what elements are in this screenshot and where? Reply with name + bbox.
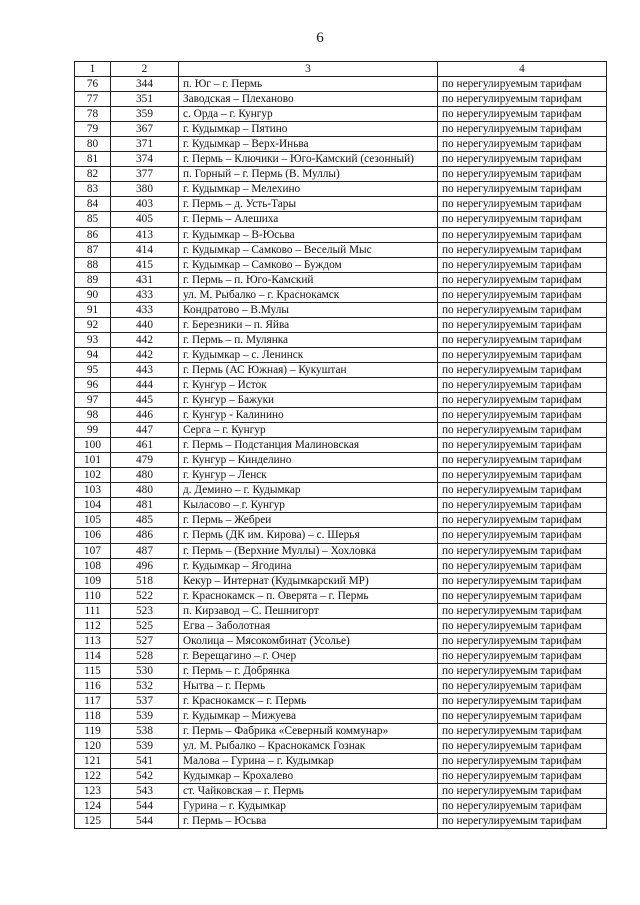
table-row xyxy=(75,438,607,453)
route-number-cell: 543 xyxy=(111,784,179,799)
tariff-cell: по нерегулируемым тарифам xyxy=(438,648,607,663)
row-index-cell: 87 xyxy=(75,242,111,257)
table-row xyxy=(75,769,607,784)
route-name-cell: п. Кирзавод – С. Пешнигорт xyxy=(179,603,438,618)
tariff-cell: по нерегулируемым тарифам xyxy=(438,799,607,814)
tariff-cell: по нерегулируемым тарифам xyxy=(438,754,607,769)
row-index-cell: 115 xyxy=(75,663,111,678)
route-number-cell: 538 xyxy=(111,724,179,739)
tariff-cell: по нерегулируемым тарифам xyxy=(438,317,607,332)
route-number-cell: 374 xyxy=(111,152,179,167)
route-name-cell: г. Пермь (АС Южная) – Кукуштан xyxy=(179,362,438,377)
tariff-cell: по нерегулируемым тарифам xyxy=(438,77,607,92)
route-number-cell: 541 xyxy=(111,754,179,769)
route-name-cell: г. Пермь – Подстанция Малиновская xyxy=(179,438,438,453)
tariff-cell: по нерегулируемым тарифам xyxy=(438,528,607,543)
route-name-cell: ул. М. Рыбалко – г. Краснокамск xyxy=(179,287,438,302)
table-row xyxy=(75,77,607,92)
table-row xyxy=(75,122,607,137)
route-name-cell: г. Пермь – п. Юго-Камский xyxy=(179,272,438,287)
route-number-cell: 431 xyxy=(111,272,179,287)
tariff-cell: по нерегулируемым тарифам xyxy=(438,468,607,483)
row-index-cell: 113 xyxy=(75,633,111,648)
row-index-cell: 111 xyxy=(75,603,111,618)
route-number-cell: 405 xyxy=(111,212,179,227)
route-number-cell: 442 xyxy=(111,347,179,362)
route-name-cell: г. Кудымкар – Верх-Иньва xyxy=(179,137,438,152)
table-row xyxy=(75,784,607,799)
table-row xyxy=(75,287,607,302)
row-index-cell: 101 xyxy=(75,453,111,468)
route-number-cell: 486 xyxy=(111,528,179,543)
table-row xyxy=(75,393,607,408)
route-name-cell: г. Пермь – (Верхние Муллы) – Хохловка xyxy=(179,543,438,558)
route-name-cell: г. Кудымкар – Пятино xyxy=(179,122,438,137)
route-number-cell: 522 xyxy=(111,588,179,603)
table-row xyxy=(75,754,607,769)
table-body xyxy=(75,77,607,829)
tariff-cell: по нерегулируемым тарифам xyxy=(438,242,607,257)
tariff-cell: по нерегулируемым тарифам xyxy=(438,618,607,633)
route-number-cell: 485 xyxy=(111,513,179,528)
route-number-cell: 403 xyxy=(111,197,179,212)
tariff-cell: по нерегулируемым тарифам xyxy=(438,137,607,152)
route-name-cell: г. Верещагино – г. Очер xyxy=(179,648,438,663)
route-number-cell: 433 xyxy=(111,287,179,302)
tariff-cell: по нерегулируемым тарифам xyxy=(438,377,607,392)
table-row xyxy=(75,227,607,242)
route-name-cell: г. Кудымкар – Мелехино xyxy=(179,182,438,197)
route-number-cell: 447 xyxy=(111,423,179,438)
tariff-cell: по нерегулируемым тарифам xyxy=(438,332,607,347)
route-name-cell: ст. Чайковская – г. Пермь xyxy=(179,784,438,799)
table-row xyxy=(75,558,607,573)
table-row xyxy=(75,648,607,663)
route-name-cell: г. Кунгур – Исток xyxy=(179,377,438,392)
route-number-cell: 542 xyxy=(111,769,179,784)
tariff-cell: по нерегулируемым тарифам xyxy=(438,182,607,197)
table-row xyxy=(75,92,607,107)
table-row xyxy=(75,633,607,648)
route-name-cell: г. Кудымкар – Самково – Буждом xyxy=(179,257,438,272)
tariff-cell: по нерегулируемым тарифам xyxy=(438,724,607,739)
route-number-cell: 442 xyxy=(111,332,179,347)
table-header-row xyxy=(75,62,607,77)
table-row xyxy=(75,347,607,362)
route-name-cell: Заводская – Плеханово xyxy=(179,92,438,107)
table-row xyxy=(75,814,607,829)
route-name-cell: д. Демино – г. Кудымкар xyxy=(179,483,438,498)
route-number-cell: 413 xyxy=(111,227,179,242)
route-number-cell: 527 xyxy=(111,633,179,648)
route-name-cell: г. Кунгур – Бажуки xyxy=(179,393,438,408)
route-number-cell: 444 xyxy=(111,377,179,392)
tariff-cell: по нерегулируемым тарифам xyxy=(438,769,607,784)
route-number-cell: 539 xyxy=(111,739,179,754)
tariff-cell: по нерегулируемым тарифам xyxy=(438,663,607,678)
row-index-cell: 81 xyxy=(75,152,111,167)
table-row xyxy=(75,693,607,708)
route-number-cell: 480 xyxy=(111,483,179,498)
row-index-cell: 89 xyxy=(75,272,111,287)
route-name-cell: г. Пермь – Юсьва xyxy=(179,814,438,829)
row-index-cell: 110 xyxy=(75,588,111,603)
route-name-cell: Кондратово – В.Мулы xyxy=(179,302,438,317)
tariff-cell: по нерегулируемым тарифам xyxy=(438,438,607,453)
route-name-cell: г. Пермь – д. Усть-Тары xyxy=(179,197,438,212)
page-number: 6 xyxy=(316,30,324,46)
route-name-cell: г. Пермь – Фабрика «Северный коммунар» xyxy=(179,724,438,739)
table-row xyxy=(75,152,607,167)
tariff-cell: по нерегулируемым тарифам xyxy=(438,393,607,408)
route-name-cell: г. Пермь – п. Мулянка xyxy=(179,332,438,347)
row-index-cell: 94 xyxy=(75,347,111,362)
route-number-cell: 496 xyxy=(111,558,179,573)
row-index-cell: 105 xyxy=(75,513,111,528)
row-index-cell: 118 xyxy=(75,709,111,724)
row-index-cell: 125 xyxy=(75,814,111,829)
row-index-cell: 100 xyxy=(75,438,111,453)
table-row xyxy=(75,453,607,468)
table-row xyxy=(75,483,607,498)
row-index-cell: 107 xyxy=(75,543,111,558)
route-name-cell: Кыласово – г. Кунгур xyxy=(179,498,438,513)
tariff-cell: по нерегулируемым тарифам xyxy=(438,513,607,528)
table-row xyxy=(75,377,607,392)
row-index-cell: 121 xyxy=(75,754,111,769)
route-name-cell: г. Пермь – Алешиха xyxy=(179,212,438,227)
route-name-cell: г. Кунгур - Калинино xyxy=(179,408,438,423)
route-number-cell: 487 xyxy=(111,543,179,558)
route-number-cell: 461 xyxy=(111,438,179,453)
row-index-cell: 106 xyxy=(75,528,111,543)
tariff-cell: по нерегулируемым тарифам xyxy=(438,92,607,107)
route-name-cell: Кудымкар – Крохалево xyxy=(179,769,438,784)
tariff-cell: по нерегулируемым тарифам xyxy=(438,257,607,272)
tariff-cell: по нерегулируемым тарифам xyxy=(438,197,607,212)
route-number-cell: 440 xyxy=(111,317,179,332)
table-row xyxy=(75,573,607,588)
route-name-cell: Кекур – Интернат (Кудымкарский МР) xyxy=(179,573,438,588)
tariff-cell: по нерегулируемым тарифам xyxy=(438,272,607,287)
table-row xyxy=(75,408,607,423)
route-number-cell: 530 xyxy=(111,663,179,678)
route-number-cell: 537 xyxy=(111,693,179,708)
table-row xyxy=(75,513,607,528)
route-number-cell: 415 xyxy=(111,257,179,272)
route-number-cell: 544 xyxy=(111,799,179,814)
tariff-cell: по нерегулируемым тарифам xyxy=(438,739,607,754)
route-number-cell: 481 xyxy=(111,498,179,513)
table-row xyxy=(75,739,607,754)
route-name-cell: г. Краснокамск – п. Оверята – г. Пермь xyxy=(179,588,438,603)
route-number-cell: 344 xyxy=(111,77,179,92)
row-index-cell: 82 xyxy=(75,167,111,182)
table-row xyxy=(75,242,607,257)
row-index-cell: 77 xyxy=(75,92,111,107)
row-index-cell: 92 xyxy=(75,317,111,332)
table-row xyxy=(75,709,607,724)
route-name-cell: г. Кудымкар – с. Ленинск xyxy=(179,347,438,362)
table-row xyxy=(75,167,607,182)
route-name-cell: г. Краснокамск – г. Пермь xyxy=(179,693,438,708)
column-header-route-number: 2 xyxy=(111,62,179,77)
table-row xyxy=(75,423,607,438)
table-row xyxy=(75,272,607,287)
column-header-route-name: 3 xyxy=(179,62,438,77)
route-number-cell: 371 xyxy=(111,137,179,152)
tariff-cell: по нерегулируемым тарифам xyxy=(438,678,607,693)
tariff-cell: по нерегулируемым тарифам xyxy=(438,167,607,182)
table-row xyxy=(75,678,607,693)
table-row xyxy=(75,799,607,814)
tariff-cell: по нерегулируемым тарифам xyxy=(438,107,607,122)
row-index-cell: 86 xyxy=(75,227,111,242)
tariff-cell: по нерегулируемым тарифам xyxy=(438,498,607,513)
route-name-cell: ул. М. Рыбалко – Краснокамск Гознак xyxy=(179,739,438,754)
tariff-cell: по нерегулируемым тарифам xyxy=(438,302,607,317)
tariff-cell: по нерегулируемым тарифам xyxy=(438,408,607,423)
route-name-cell: г. Березники – п. Яйва xyxy=(179,317,438,332)
route-number-cell: 528 xyxy=(111,648,179,663)
table-row xyxy=(75,362,607,377)
row-index-cell: 119 xyxy=(75,724,111,739)
table-row xyxy=(75,257,607,272)
table-row xyxy=(75,317,607,332)
route-number-cell: 523 xyxy=(111,603,179,618)
row-index-cell: 112 xyxy=(75,618,111,633)
row-index-cell: 90 xyxy=(75,287,111,302)
routes-table xyxy=(74,61,607,829)
route-name-cell: г. Пермь – Ключики – Юго-Камский (сезонный) xyxy=(179,152,438,167)
route-number-cell: 445 xyxy=(111,393,179,408)
route-number-cell: 525 xyxy=(111,618,179,633)
tariff-cell: по нерегулируемым тарифам xyxy=(438,603,607,618)
route-name-cell: Гурина – г. Кудымкар xyxy=(179,799,438,814)
row-index-cell: 84 xyxy=(75,197,111,212)
row-index-cell: 88 xyxy=(75,257,111,272)
route-number-cell: 539 xyxy=(111,709,179,724)
route-number-cell: 443 xyxy=(111,362,179,377)
route-name-cell: г. Кудымкар – Ягодина xyxy=(179,558,438,573)
tariff-cell: по нерегулируемым тарифам xyxy=(438,784,607,799)
route-name-cell: г. Пермь – Жебреи xyxy=(179,513,438,528)
route-name-cell: г. Кудымкар – Мижуева xyxy=(179,709,438,724)
route-number-cell: 351 xyxy=(111,92,179,107)
tariff-cell: по нерегулируемым тарифам xyxy=(438,814,607,829)
table-row xyxy=(75,302,607,317)
row-index-cell: 124 xyxy=(75,799,111,814)
route-number-cell: 479 xyxy=(111,453,179,468)
tariff-cell: по нерегулируемым тарифам xyxy=(438,633,607,648)
route-number-cell: 518 xyxy=(111,573,179,588)
table-row xyxy=(75,468,607,483)
tariff-cell: по нерегулируемым тарифам xyxy=(438,588,607,603)
table-row xyxy=(75,618,607,633)
route-number-cell: 433 xyxy=(111,302,179,317)
table-row xyxy=(75,182,607,197)
route-number-cell: 414 xyxy=(111,242,179,257)
route-name-cell: п. Юг – г. Пермь xyxy=(179,77,438,92)
row-index-cell: 98 xyxy=(75,408,111,423)
row-index-cell: 76 xyxy=(75,77,111,92)
route-number-cell: 377 xyxy=(111,167,179,182)
tariff-cell: по нерегулируемым тарифам xyxy=(438,227,607,242)
route-name-cell: Серга – г. Кунгур xyxy=(179,423,438,438)
tariff-cell: по нерегулируемым тарифам xyxy=(438,362,607,377)
route-name-cell: г. Кунгур – Ленск xyxy=(179,468,438,483)
route-name-cell: г. Пермь (ДК им. Кирова) – с. Шерья xyxy=(179,528,438,543)
route-name-cell: Малова – Гурина – г. Кудымкар xyxy=(179,754,438,769)
route-name-cell: г. Кудымкар – Самково – Веселый Мыс xyxy=(179,242,438,257)
row-index-cell: 85 xyxy=(75,212,111,227)
table-row xyxy=(75,107,607,122)
row-index-cell: 102 xyxy=(75,468,111,483)
route-number-cell: 446 xyxy=(111,408,179,423)
tariff-cell: по нерегулируемым тарифам xyxy=(438,122,607,137)
route-number-cell: 359 xyxy=(111,107,179,122)
route-name-cell: г. Пермь – г. Добрянка xyxy=(179,663,438,678)
row-index-cell: 122 xyxy=(75,769,111,784)
table-row xyxy=(75,498,607,513)
route-name-cell: г. Кунгур – Кинделино xyxy=(179,453,438,468)
row-index-cell: 108 xyxy=(75,558,111,573)
tariff-cell: по нерегулируемым тарифам xyxy=(438,453,607,468)
row-index-cell: 78 xyxy=(75,107,111,122)
row-index-cell: 83 xyxy=(75,182,111,197)
row-index-cell: 91 xyxy=(75,302,111,317)
table-row xyxy=(75,724,607,739)
route-number-cell: 480 xyxy=(111,468,179,483)
row-index-cell: 120 xyxy=(75,739,111,754)
route-name-cell: Нытва – г. Пермь xyxy=(179,678,438,693)
row-index-cell: 116 xyxy=(75,678,111,693)
row-index-cell: 123 xyxy=(75,784,111,799)
table-row xyxy=(75,543,607,558)
table-row xyxy=(75,197,607,212)
row-index-cell: 99 xyxy=(75,423,111,438)
tariff-cell: по нерегулируемым тарифам xyxy=(438,423,607,438)
table-row xyxy=(75,528,607,543)
column-header-tariff: 4 xyxy=(438,62,607,77)
row-index-cell: 117 xyxy=(75,693,111,708)
route-name-cell: Егва – Заболотная xyxy=(179,618,438,633)
route-name-cell: г. Кудымкар – В-Юсьва xyxy=(179,227,438,242)
tariff-cell: по нерегулируемым тарифам xyxy=(438,693,607,708)
row-index-cell: 97 xyxy=(75,393,111,408)
table-row xyxy=(75,137,607,152)
row-index-cell: 95 xyxy=(75,362,111,377)
tariff-cell: по нерегулируемым тарифам xyxy=(438,152,607,167)
route-name-cell: с. Орда – г. Кунгур xyxy=(179,107,438,122)
table-row xyxy=(75,212,607,227)
row-index-cell: 104 xyxy=(75,498,111,513)
route-number-cell: 380 xyxy=(111,182,179,197)
tariff-cell: по нерегулируемым тарифам xyxy=(438,347,607,362)
tariff-cell: по нерегулируемым тарифам xyxy=(438,709,607,724)
table-row xyxy=(75,603,607,618)
row-index-cell: 93 xyxy=(75,332,111,347)
tariff-cell: по нерегулируемым тарифам xyxy=(438,543,607,558)
table-row xyxy=(75,332,607,347)
row-index-cell: 109 xyxy=(75,573,111,588)
route-name-cell: п. Горный – г. Пермь (В. Муллы) xyxy=(179,167,438,182)
route-number-cell: 544 xyxy=(111,814,179,829)
row-index-cell: 96 xyxy=(75,377,111,392)
route-number-cell: 532 xyxy=(111,678,179,693)
tariff-cell: по нерегулируемым тарифам xyxy=(438,573,607,588)
tariff-cell: по нерегулируемым тарифам xyxy=(438,212,607,227)
row-index-cell: 80 xyxy=(75,137,111,152)
route-name-cell: Околица – Мясокомбинат (Усолье) xyxy=(179,633,438,648)
column-header-number: 1 xyxy=(75,62,111,77)
route-number-cell: 367 xyxy=(111,122,179,137)
table-row xyxy=(75,663,607,678)
row-index-cell: 114 xyxy=(75,648,111,663)
tariff-cell: по нерегулируемым тарифам xyxy=(438,483,607,498)
row-index-cell: 79 xyxy=(75,122,111,137)
tariff-cell: по нерегулируемым тарифам xyxy=(438,558,607,573)
row-index-cell: 103 xyxy=(75,483,111,498)
table-row xyxy=(75,588,607,603)
tariff-cell: по нерегулируемым тарифам xyxy=(438,287,607,302)
